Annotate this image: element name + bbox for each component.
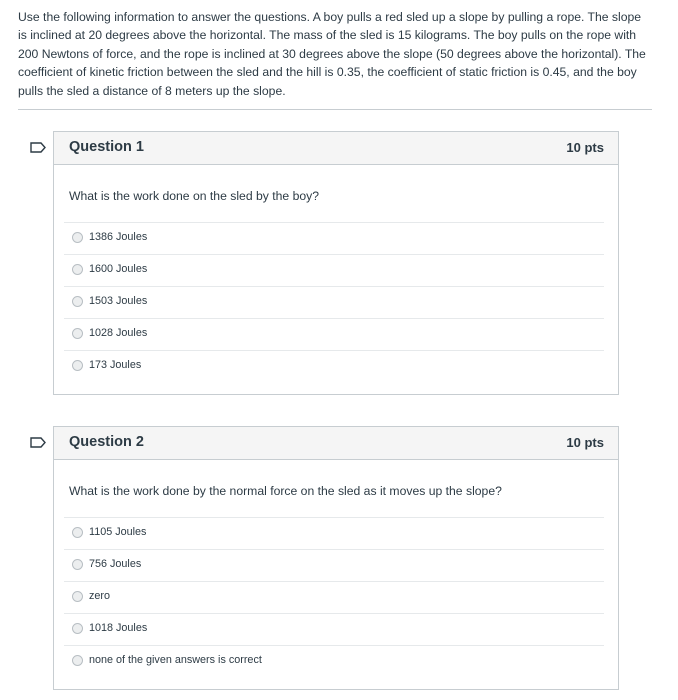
answer-option[interactable] — [64, 350, 604, 382]
answer-option[interactable] — [64, 286, 604, 318]
answer-option[interactable] — [64, 613, 604, 645]
question-text: What is the work done by the normal force on the sled as it moves up the slope? — [69, 484, 502, 498]
divider — [18, 109, 652, 110]
answer-list — [64, 222, 604, 382]
flag-question-icon[interactable] — [30, 142, 46, 153]
answer-option[interactable] — [64, 254, 604, 286]
radio-icon[interactable] — [72, 623, 83, 634]
question-header — [54, 132, 618, 165]
question-title: Question 1 — [69, 139, 144, 155]
question-1 — [53, 131, 619, 395]
answer-option[interactable] — [64, 222, 604, 254]
answer-label: 1386 Joules — [89, 231, 148, 243]
answer-option[interactable] — [64, 517, 604, 549]
radio-icon[interactable] — [72, 328, 83, 339]
answer-option[interactable] — [64, 645, 604, 677]
question-2 — [53, 426, 619, 690]
radio-icon[interactable] — [72, 296, 83, 307]
answer-label: 1018 Joules — [89, 622, 148, 634]
flag-question-icon[interactable] — [30, 437, 46, 448]
answer-label: zero — [89, 590, 111, 602]
question-title: Question 2 — [69, 434, 144, 450]
answer-list — [64, 517, 604, 677]
radio-icon[interactable] — [72, 232, 83, 243]
question-points: 10 pts — [566, 435, 604, 450]
question-text: What is the work done on the sled by the boy? — [69, 189, 319, 203]
answer-option[interactable] — [64, 549, 604, 581]
question-header — [54, 427, 618, 460]
radio-icon[interactable] — [72, 527, 83, 538]
radio-icon[interactable] — [72, 655, 83, 666]
intro-text: Use the following information to answer the questions. A boy pulls a red sled up a slope by pulling a rope. The slope is inclined at 20 degrees above the horizontal. The mass of the sled is 15 kilograms. The boy pulls on the rope with 200 Newtons of force, and the rope is inclined at 30 degrees above the slope (50 degrees above the horizontal). The coefficient of kinetic friction between the sled and the hill is 0.35, the coefficient of static friction is 0.45, and the boy pulls the sled a distance of 8 meters up the slope. — [18, 10, 646, 98]
answer-label: 173 Joules — [89, 359, 142, 371]
answer-label: 1600 Joules — [89, 263, 148, 275]
question-points: 10 pts — [566, 140, 604, 155]
answer-label: 1028 Joules — [89, 327, 148, 339]
radio-icon[interactable] — [72, 360, 83, 371]
radio-icon[interactable] — [72, 264, 83, 275]
answer-label: 756 Joules — [89, 558, 142, 570]
radio-icon[interactable] — [72, 591, 83, 602]
answer-option[interactable] — [64, 581, 604, 613]
answer-label: none of the given answers is correct — [89, 654, 262, 666]
answer-option[interactable] — [64, 318, 604, 350]
answer-label: 1503 Joules — [89, 295, 148, 307]
radio-icon[interactable] — [72, 559, 83, 570]
answer-label: 1105 Joules — [89, 526, 147, 538]
